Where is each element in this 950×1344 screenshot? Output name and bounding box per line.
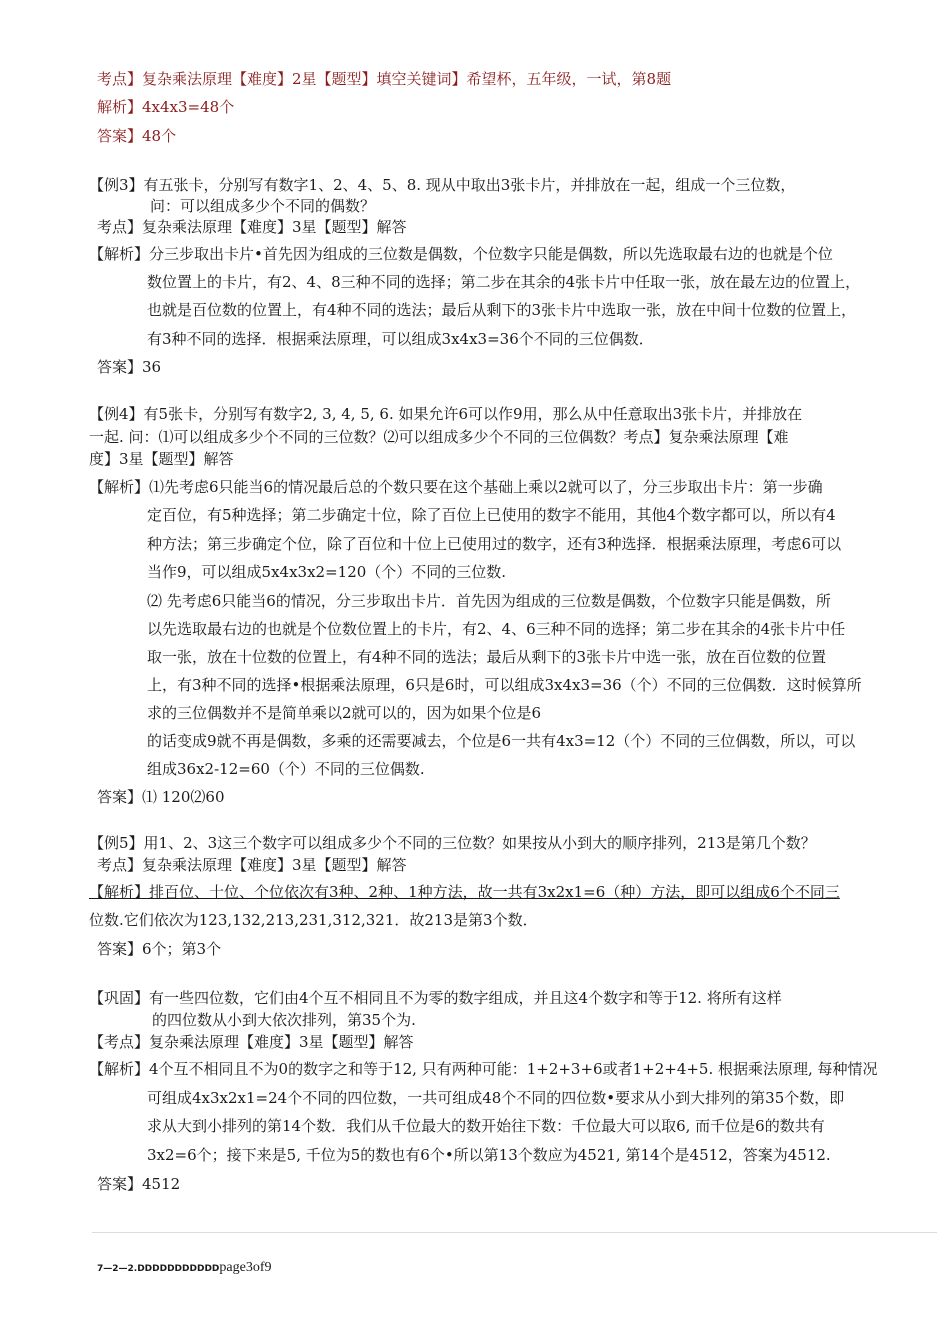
text-line: 解析】4x4x3=48个 bbox=[97, 98, 235, 116]
text-line: 以先选取最右边的也就是个位数位置上的卡片，有2、4、6三种不同的选择；第二步在其余的4张卡片中任 bbox=[147, 620, 846, 638]
text-line: 【例3】有五张卡，分别写有数字1、2、4、5、8. 现从中取出3张卡片，并排放在一起，组成一个三位数， bbox=[89, 176, 796, 194]
text-line: 定百位，有5种选择；第二步确定十位，除了百位上已使用的数字不能用，其他4个数字都可以，所以有4 bbox=[147, 506, 836, 524]
text-line: 数位置上的卡片，有2、4、8三种不同的选择；第二步在其余的4张卡片中任取一张，放在最左边的位置上， bbox=[147, 273, 861, 291]
text-line: 问：可以组成多少个不同的偶数？ bbox=[150, 197, 376, 215]
text-line: 有3种不同的选择．根据乘法原理，可以组成3x4x3=36个不同的三位偶数． bbox=[147, 330, 654, 348]
footer-code: 7—2—2.DDDDDDDDDDD bbox=[97, 1264, 220, 1274]
text-line: 上，有3种不同的选择•根据乘法原理，6只是6时，可以组成3x4x3=36（个）不同的三位偶数．这时候算所 bbox=[147, 676, 862, 694]
text-line: 考点】复杂乘法原理【难度】2星【题型】填空关键词】希望杯，五年级，一试，第8题 bbox=[97, 70, 672, 88]
text-line: 答案】6个；第3个 bbox=[97, 940, 222, 958]
page-footer bbox=[97, 1256, 271, 1276]
text-line: 答案】36 bbox=[97, 358, 162, 376]
text-line: 取一张，放在十位数的位置上，有4种不同的选法；最后从剩下的3张卡片中选一张，放在百位数的位置 bbox=[147, 648, 827, 666]
text-line: 【巩固】有一些四位数，它们由4个互不相同且不为零的数字组成，并且这4个数字和等于12. 将所有这样 bbox=[89, 989, 782, 1007]
text-line: 求的三位偶数并不是简单乘以2就可以的，因为如果个位是6 bbox=[147, 704, 542, 722]
text-line: 也就是百位数的位置上，有4种不同的选法；最后从剩下的3张卡片中选取一张，放在中间十位数的位置上， bbox=[147, 301, 857, 319]
text-line: 【解析】⑴先考虑6只能当6的情况最后总的个数只要在这个基础上乘以2就可以了，分三步取出卡片：第一步确 bbox=[89, 478, 823, 496]
text-line: 的四位数从小到大依次排列，第35个为. bbox=[152, 1011, 416, 1029]
text-line: 组成36x2-12=60（个）不同的三位偶数. bbox=[147, 760, 425, 778]
text-line: 【解析】分三步取出卡片•首先因为组成的三位数是偶数，个位数字只能是偶数，所以先选取最右边的也就是个位 bbox=[89, 245, 833, 263]
text-line: 一起. 问：⑴可以组成多少个不同的三位数？⑵可以组成多少个不同的三位偶数？考点】复杂乘法原理【难 bbox=[89, 428, 789, 446]
text-line: 度】3星【题型】解答 bbox=[89, 450, 234, 468]
text-line: 3x2=6个；接下来是5, 千位为5的数也有6个•所以第13个数应为4521, 第14个是4512，答案为4512. bbox=[147, 1146, 831, 1164]
footer-divider bbox=[92, 1232, 937, 1233]
text-line: 【例4】有5张卡，分别写有数字2, 3, 4, 5, 6. 如果允许6可以作9用，那么从中任意取出3张卡片，并排放在 bbox=[89, 405, 803, 423]
text-line: 答案】4512 bbox=[97, 1175, 181, 1193]
text-line: 位数.它们依次为123,132,213,231,312,321．故213是第3个数． bbox=[89, 911, 538, 929]
text-line: 种方法；第三步确定个位，除了百位和十位上已使用过的数字，还有3种选择．根据乘法原理，考虑6可以 bbox=[147, 535, 842, 553]
page-number: page3of9 bbox=[219, 1260, 272, 1275]
text-line: 的话变成9就不再是偶数，多乘的还需要减去，个位是6一共有4x3=12（个）不同的三位偶数，所以，可以 bbox=[147, 732, 856, 750]
text-line: 当作9，可以组成5x4x3x2=120（个）不同的三位数. bbox=[147, 563, 507, 581]
text-line: 【解析】4个互不相同且不为0的数字之和等于12, 只有两种可能：1+2+3+6或者1+2+4+5. 根据乘法原理, 每种情况 bbox=[89, 1060, 878, 1078]
text-line: 【解析】排百位、十位、个位依次有3种、2种、1种方法，故一共有3x2x1=6（种）方法，即可以组成6个不同三 bbox=[89, 883, 840, 901]
text-line: 考点】复杂乘法原理【难度】3星【题型】解答 bbox=[97, 856, 407, 874]
text-line: ⑵ 先考虑6只能当6的情况，分三步取出卡片．首先因为组成的三位数是偶数，个位数字只能是偶数，所 bbox=[147, 592, 831, 610]
text-line: 可组成4x3x2x1=24个不同的四位数，一共可组成48个不同的四位数•要求从小到大排列的第35个数，即 bbox=[147, 1089, 845, 1107]
text-line: 答案】⑴ 120⑵60 bbox=[97, 788, 225, 806]
text-line: 考点】复杂乘法原理【难度】3星【题型】解答 bbox=[97, 218, 407, 236]
text-line: 【例5】用1、2、3这三个数字可以组成多少个不同的三位数？如果按从小到大的顺序排列，213是第几个数？ bbox=[89, 834, 816, 852]
text-line: 【考点】复杂乘法原理【难度】3星【题型】解答 bbox=[89, 1033, 414, 1051]
text-line: 答案】48个 bbox=[97, 127, 177, 145]
text-line: 求从大到小排列的第14个数．我们从千位最大的数开始往下数：千位最大可以取6, 而千位是6的数共有 bbox=[147, 1117, 825, 1135]
